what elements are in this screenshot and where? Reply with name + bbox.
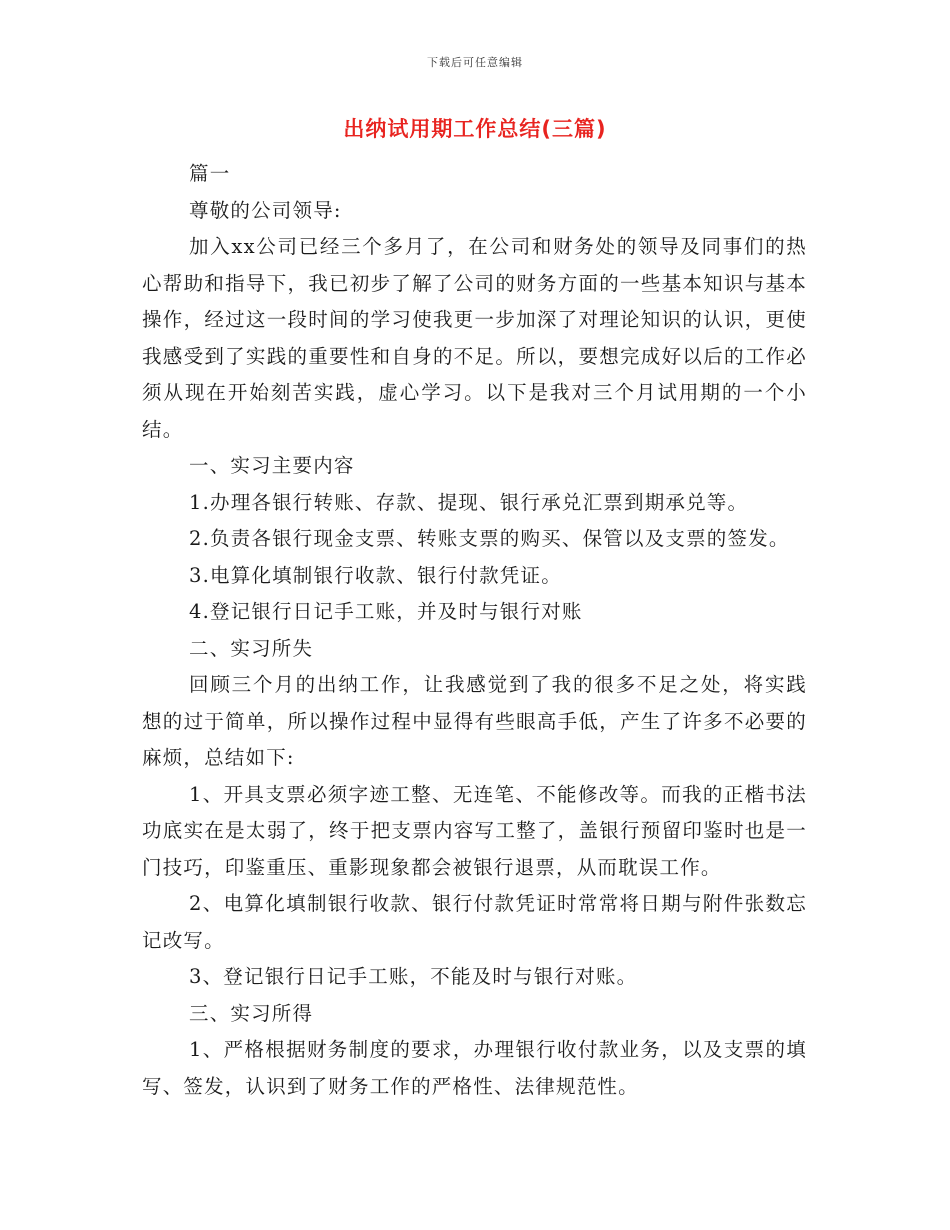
list-item: 3.电算化填制银行收款、银行付款凭证。 <box>189 563 562 587</box>
header-note: 下载后可任意编辑 <box>427 56 523 69</box>
page-title: 出纳试用期工作总结(三篇) <box>343 117 607 141</box>
section-heading: 一、实习主要内容 <box>189 454 355 477</box>
section-label: 篇一 <box>189 162 231 185</box>
list-item: 2.负责各银行现金支票、转账支票的购买、保管以及支票的签发。 <box>189 527 790 550</box>
list-item: 3、登记银行日记手工账，不能及时与银行对账。 <box>189 965 638 988</box>
intro-paragraph: 加入xx公司已经三个多月了，在公司和财务处的领导及同事们的热心帮助和指导下，我已初步了解了公司的财务方面的一些基本知识与基本操作，经过这一段时间的学习使我更一步加深了对理论知识的认识，更使我感受到了实践的重要性和自身的不足。所以，要想完成好以后的工作必须从现在开始刻苦实践，虚心学习。以下是我对三个月试用期的一个小结。 <box>142 235 807 441</box>
section-heading: 二、实习所失 <box>189 636 314 660</box>
list-item: 2、电算化填制银行收款、银行付款凭证时常常将日期与附件张数忘记改写。 <box>142 892 807 952</box>
list-item: 1、严格根据财务制度的要求，办理银行收付款业务，以及支票的填写、签发，认识到了财务工作的严格性、法律规范性。 <box>142 1038 807 1098</box>
section-heading: 三、实习所得 <box>189 1001 314 1025</box>
salutation: 尊敬的公司领导: <box>189 198 342 222</box>
list-item: 4.登记银行日记手工账，并及时与银行对账 <box>189 600 583 623</box>
body-paragraph: 回顾三个月的出纳工作，让我感觉到了我的很多不足之处，将实践想的过于简单，所以操作过程中显得有些眼高手低，产生了许多不必要的麻烦，总结如下: <box>142 673 807 769</box>
list-item: 1、开具支票必须字迹工整、无连笔、不能修改等。而我的正楷书法功底实在是太弱了，终于把支票内容写工整了，盖银行预留印鉴时也是一门技巧，印鉴重压、重影现象都会被银行退票，从而耽误工作。 <box>142 782 807 879</box>
document-body <box>142 156 807 1105</box>
list-item: 1.办理各银行转账、存款、提现、银行承兑汇票到期承兑等。 <box>189 490 749 514</box>
